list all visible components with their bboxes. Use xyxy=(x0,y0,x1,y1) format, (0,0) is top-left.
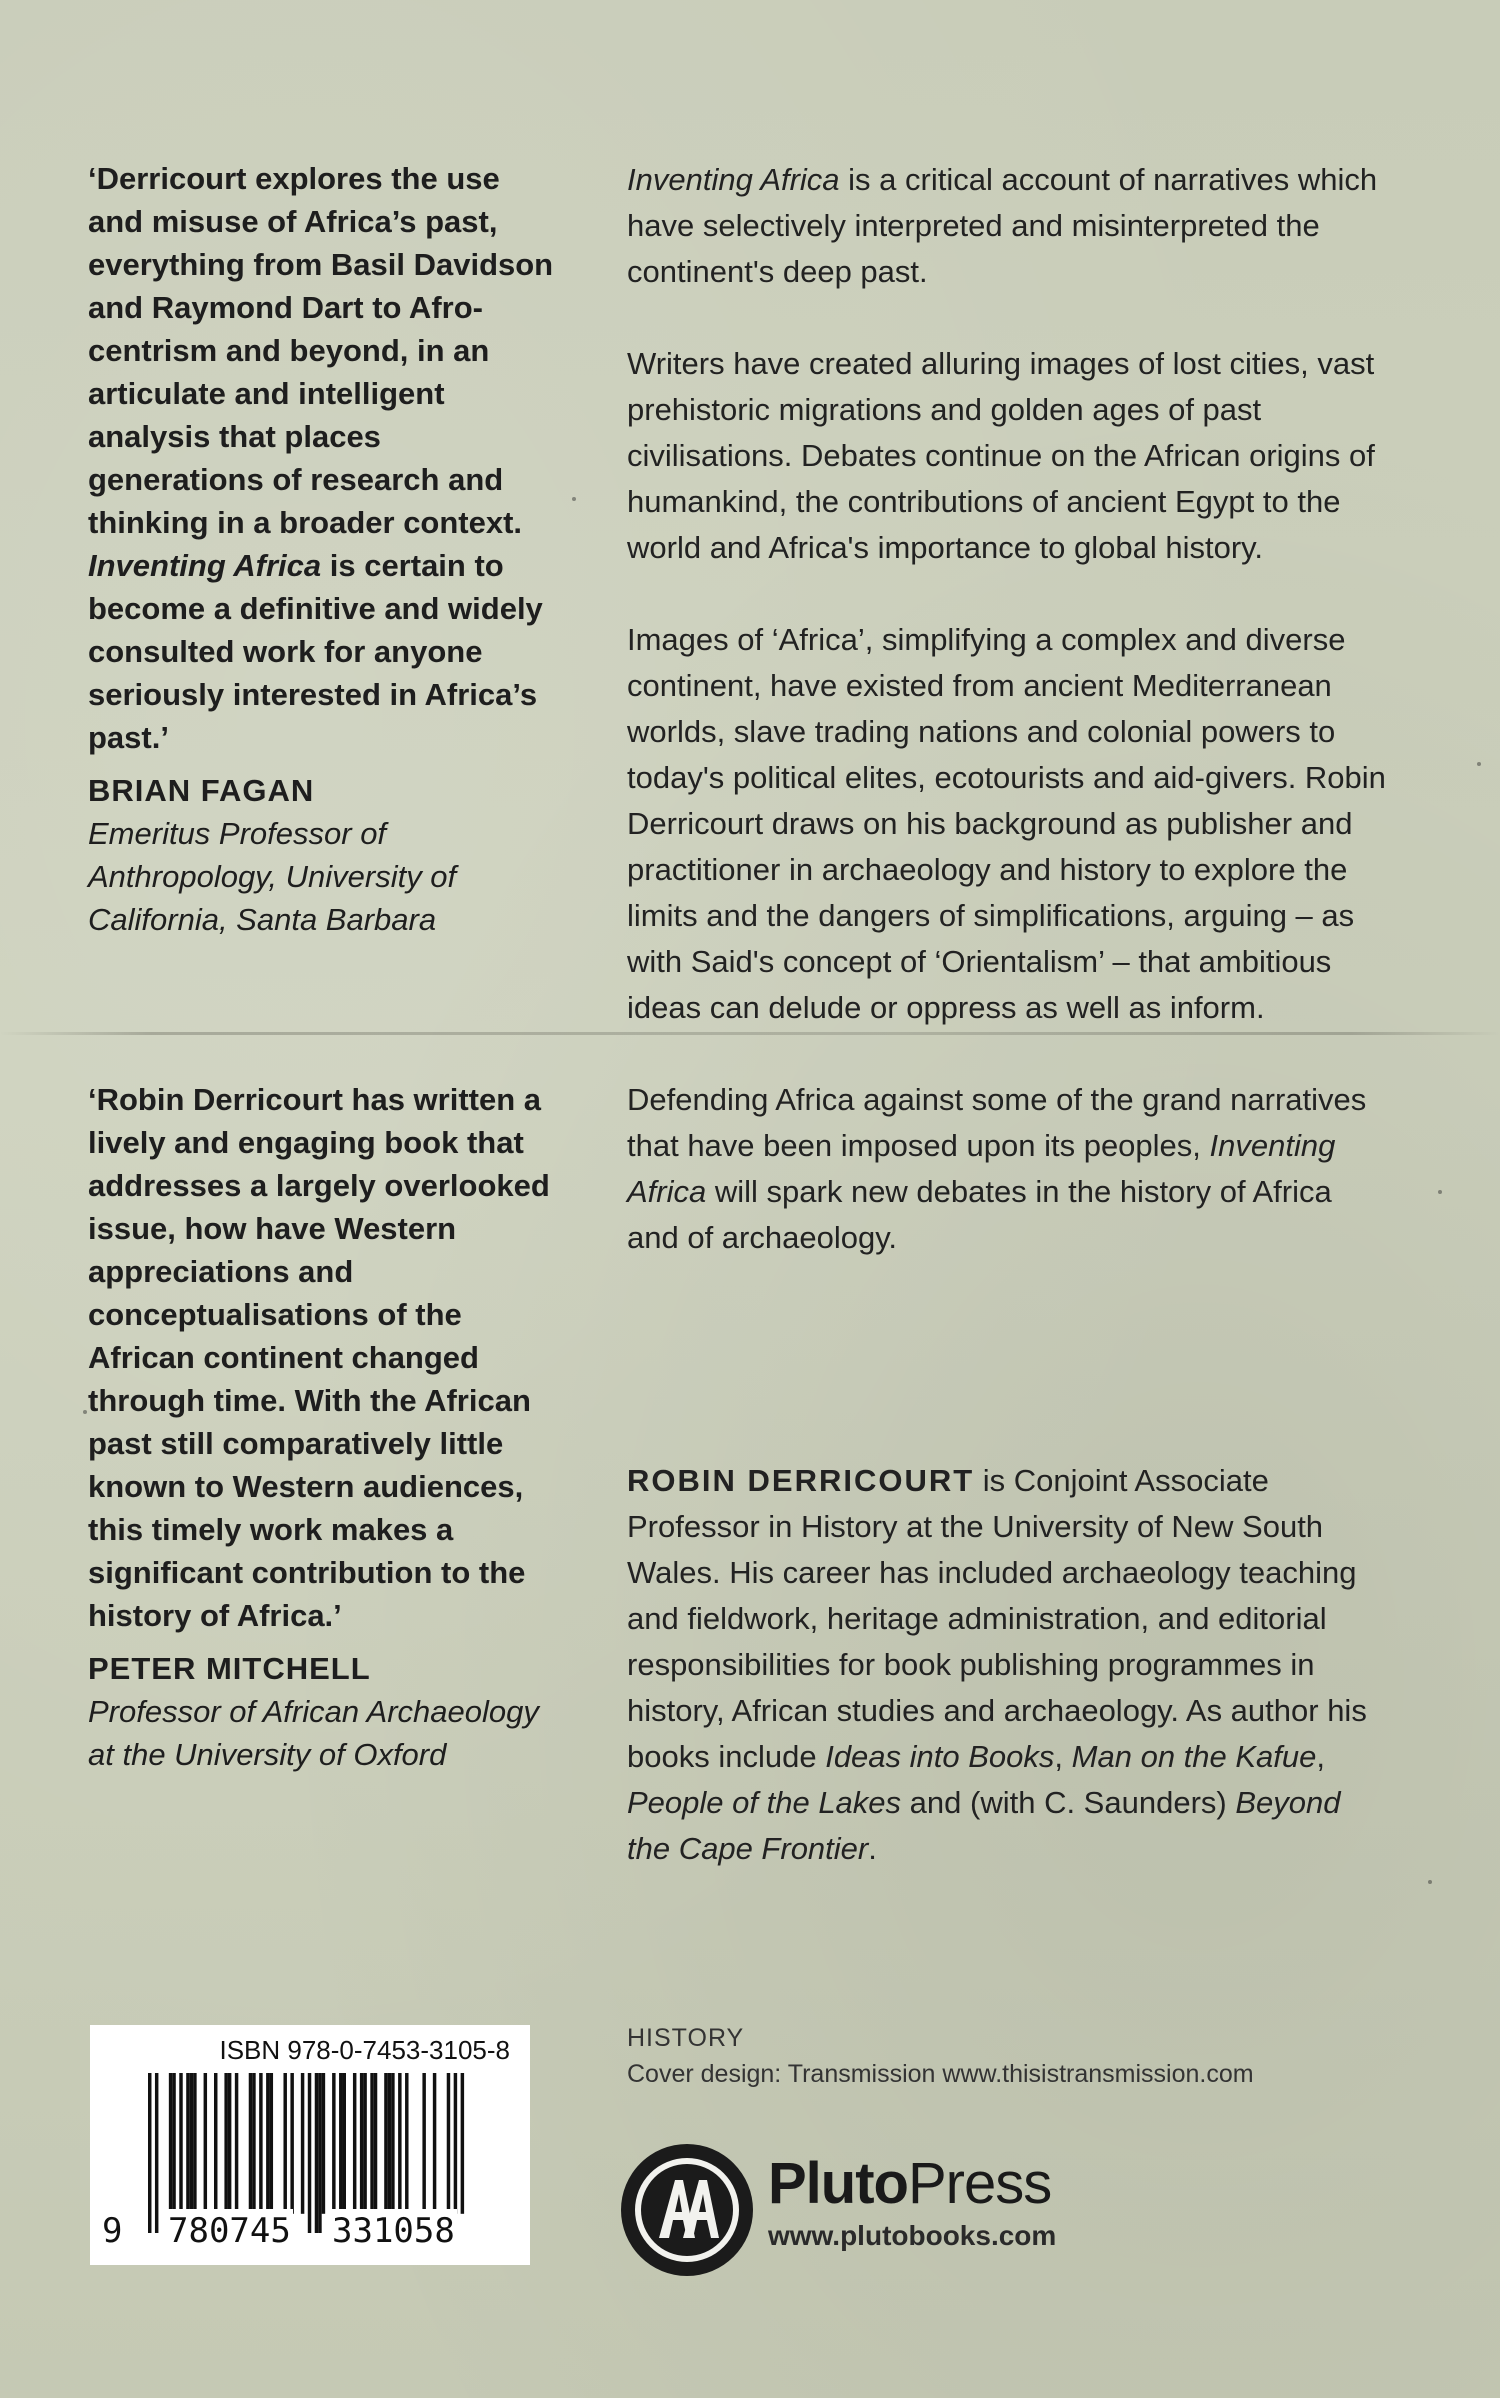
bio-paragraph: ROBIN DERRICOURT is Conjoint Associate Professor in History at the University of New South Wales. His career has included archaeology teaching and fieldwork, heritage administration, and editorial responsibilities for book publishing programmes in history, African studies and archaeology. As author his books include Ideas into Books, Man on the Kafue, People of the Lakes and (with C. Saunders) Beyond the Cape Frontier. xyxy=(627,1463,1367,1866)
barcode-bar xyxy=(270,2073,273,2214)
category-label: HISTORY xyxy=(627,2024,745,2052)
barcode-bar xyxy=(179,2073,182,2214)
description-paragraph: Inventing Africa is a critical account of narratives which have selectively interpreted and misinterpreted the continent's deep past. xyxy=(627,162,1378,289)
quote-author: BRIAN FAGAN xyxy=(88,773,315,808)
barcode-bar xyxy=(172,2073,175,2214)
barcode-bar xyxy=(186,2073,189,2214)
description-paragraph: Writers have created alluring images of lost cities, vast prehistoric migrations and golden ages of past civilisations. Debates continue on the African origins of humankind, the contributions of ancient Egypt to the world and Africa's importance to global history. xyxy=(627,346,1375,565)
pluto-press-logo-icon xyxy=(617,2140,757,2280)
barcode-bar xyxy=(204,2073,207,2214)
barcode-bar xyxy=(235,2073,238,2214)
barcode-bar xyxy=(461,2073,464,2214)
paper-speck xyxy=(572,497,576,501)
quote-author-role: Emeritus Professor of Anthropology, University of California, Santa Barbara xyxy=(88,816,457,937)
barcode-bar xyxy=(339,2073,342,2214)
paper-speck xyxy=(1428,1880,1432,1884)
barcode-bar xyxy=(447,2073,450,2214)
barcode-digit-group: 331058 xyxy=(332,2211,455,2251)
review-quote-mitchell xyxy=(88,1078,558,1776)
description-paragraph: Defending Africa against some of the grand narratives that have been imposed upon its peoples, Inventing Africa will spark new debates in the history of Africa and of archaeology. xyxy=(627,1082,1367,1255)
barcode-bar xyxy=(360,2073,363,2214)
barcode-bar xyxy=(370,2073,373,2214)
isbn-barcode xyxy=(90,2025,530,2265)
book-title: Inventing Africa xyxy=(88,548,322,583)
barcode-bar xyxy=(214,2073,217,2214)
barcode-bar xyxy=(405,2073,408,2214)
author-bio xyxy=(627,1458,1387,1918)
barcode-bar xyxy=(290,2073,293,2214)
paper-speck xyxy=(1438,1190,1442,1194)
barcode-bar xyxy=(454,2073,457,2214)
barcode-bar xyxy=(301,2073,304,2214)
barcode-bar xyxy=(228,2073,231,2214)
barcode-lead-digit: 9 xyxy=(102,2211,123,2251)
quote-text: ‘Derricourt explores the use and misuse of Africa’s past, everything from Basil Davidson and Raymond Dart to Afro-centrism and beyond, in an articulate and intelligent analysis that places generations of research and thinking in a broader context. Inventing Africa is certain to become a definitive and widely consulted work for anyone seriously interested in Africa’s past.’ xyxy=(88,161,554,755)
barcode-bar xyxy=(252,2073,255,2214)
quote-author: PETER MITCHELL xyxy=(88,1651,371,1686)
barcode-bar xyxy=(169,2073,172,2214)
quote-text: ‘Robin Derricourt has written a lively and engaging book that addresses a largely overlooked issue, how have Western appreciations and conceptualisations of the African continent changed through time. With the African past still comparatively little known to Western audiences, this timely work makes a significant contribution to the history of Africa.’ xyxy=(88,1082,550,1633)
publisher-name: PlutoPress xyxy=(768,2151,1052,2216)
book-title: Inventing Africa xyxy=(627,162,840,197)
barcode-bar xyxy=(259,2073,262,2214)
paper-speck xyxy=(83,1410,87,1414)
barcode-bar xyxy=(322,2073,325,2214)
barcode-bar xyxy=(224,2073,227,2214)
barcode-bar xyxy=(249,2073,252,2214)
quote-author-role: Professor of African Archaeology at the University of Oxford xyxy=(88,1694,539,1772)
barcode-bar xyxy=(433,2073,436,2214)
book-title: Inventing Africa xyxy=(627,1128,1336,1209)
barcode-bar xyxy=(391,2073,394,2214)
barcode-bar xyxy=(266,2073,269,2214)
cover-credit: Cover design: Transmission www.thisistransmission.com xyxy=(627,2060,1254,2088)
barcode-bar xyxy=(353,2073,356,2214)
barcode-bar xyxy=(332,2073,335,2214)
isbn-label: ISBN 978-0-7453-3105-8 xyxy=(219,2035,510,2065)
barcode-bar xyxy=(388,2073,391,2214)
description-paragraph: Images of ‘Africa’, simplifying a complex and diverse continent, have existed from ancient Mediterranean worlds, slave trading nations and colonial powers to today's political elites, ecotourists and aid-givers. Robin Derricourt draws on his background as publisher and practitioner in archaeology and history to explore the limits and the dangers of simplifications, arguing – as with Said's concept of ‘Orientalism’ – that ambitious ideas can delude or oppress as well as inform. xyxy=(627,622,1386,1025)
barcode-bar xyxy=(193,2073,196,2214)
barcode-bar xyxy=(283,2073,286,2214)
barcode-bar xyxy=(422,2073,425,2214)
review-quote-fagan xyxy=(88,157,558,941)
book-description xyxy=(627,157,1387,1307)
barcode-bar xyxy=(343,2073,346,2214)
barcode-bar xyxy=(398,2073,401,2214)
author-name: ROBIN DERRICOURT xyxy=(627,1463,975,1498)
barcode-bar xyxy=(190,2073,193,2214)
barcode-bar xyxy=(374,2073,377,2214)
barcode-digits xyxy=(90,2209,530,2259)
barcode-digit-group: 780745 xyxy=(168,2211,291,2251)
barcode-bar xyxy=(363,2073,366,2214)
paper-speck xyxy=(1477,762,1481,766)
barcode-bar xyxy=(384,2073,387,2214)
publisher-url: www.plutobooks.com xyxy=(768,2220,1057,2251)
